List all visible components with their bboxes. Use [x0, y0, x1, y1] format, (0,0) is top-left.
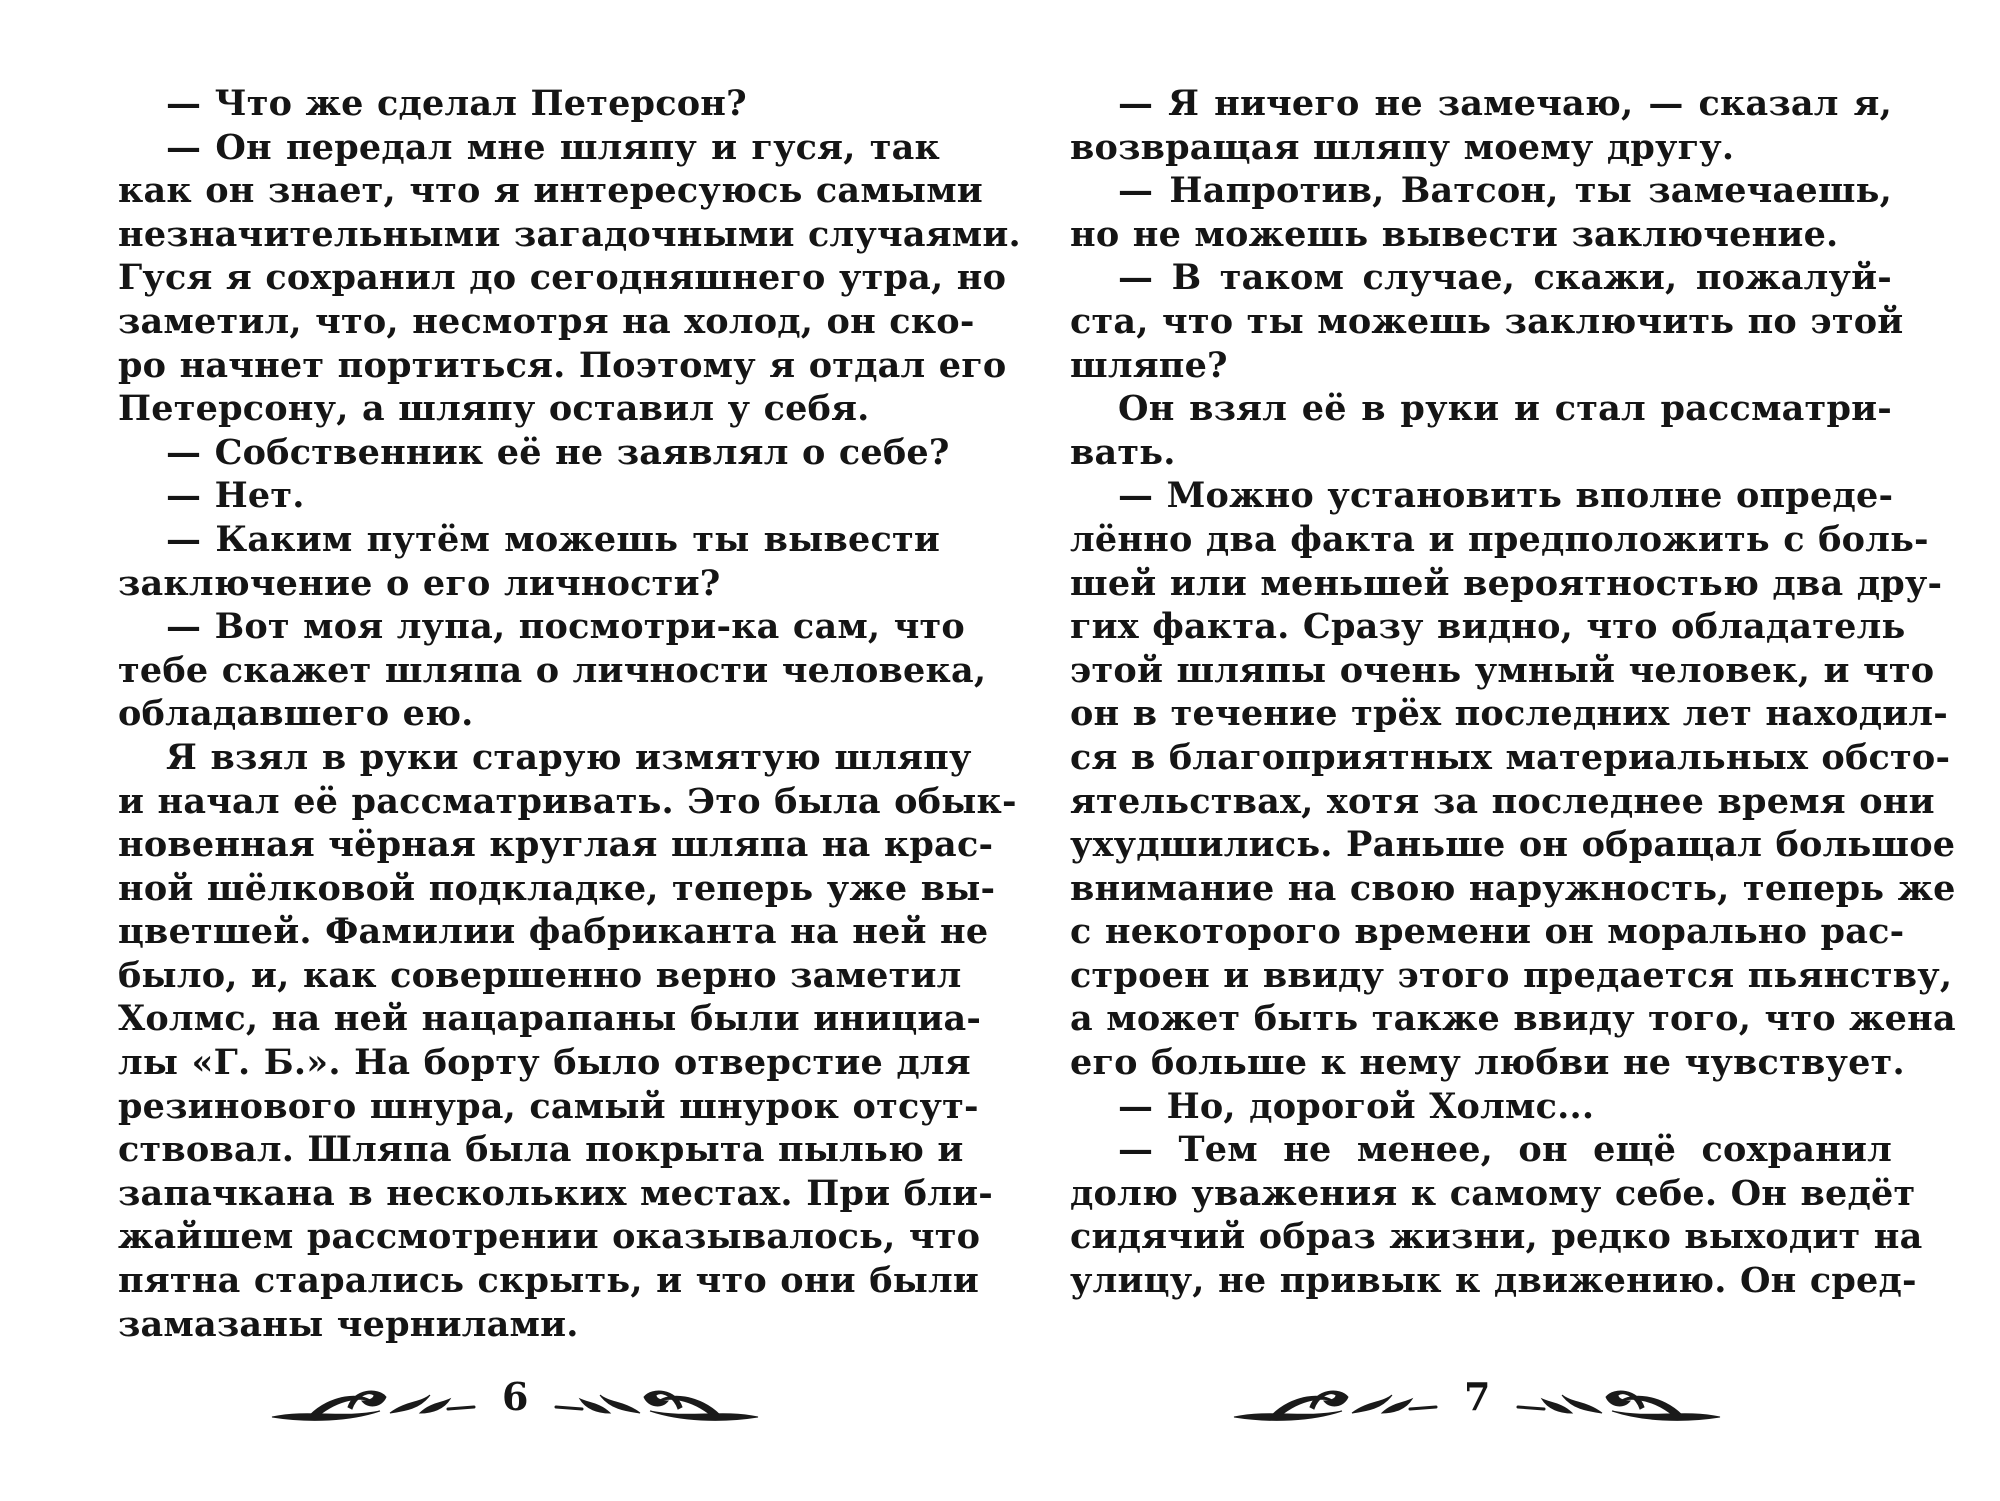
text-line: но не можешь вывести заключение. — [1070, 213, 1839, 255]
text-line: — В таком случае, скажи, пожалуй- — [1118, 257, 1892, 299]
text-line: — Я ничего не замечаю, — сказал я, — [1118, 83, 1892, 124]
text-line: ся в благоприятных материальных обсто- — [1070, 736, 1951, 778]
text-line: Петерсону, а шляпу оставил у себя. — [118, 388, 870, 430]
text-line: Холмс, на ней нацарапаны были инициа- — [118, 998, 982, 1040]
text-line: заметил, что, несмотря на холод, он ско- — [118, 300, 975, 342]
right-page — [1070, 82, 1956, 1303]
text-line: замазаны чернилами. — [118, 1303, 579, 1345]
text-line: цветшей. Фамилии фабриканта на ней не — [118, 911, 989, 953]
text-line: улицу, не привык к движению. Он сред- — [1070, 1260, 1917, 1302]
text-line: новенная чёрная круглая шляпа на крас- — [118, 824, 994, 866]
text-line: гих факта. Сразу видно, что обладатель — [1070, 606, 1906, 648]
text-line: пятна старались скрыть, и что они были — [118, 1260, 980, 1302]
left-page — [118, 82, 1021, 1346]
right-page-text — [1070, 82, 1956, 1303]
text-line: ятельствах, хотя за последнее время они — [1070, 780, 1935, 822]
text-line: — Нет. — [166, 475, 305, 517]
page-number-7: 7 — [1464, 1374, 1491, 1419]
flourish-left-icon — [270, 1373, 480, 1433]
text-line: а может быть также ввиду того, что жена — [1070, 998, 1956, 1040]
page-number-6: 6 — [502, 1374, 529, 1419]
text-line: возвращая шляпу моему другу. — [1070, 126, 1735, 168]
left-page-text — [118, 82, 1021, 1346]
text-line: Гуся я сохранил до сегодняшнего утра, но — [118, 257, 1007, 299]
text-line: Я взял в руки старую измятую шляпу — [166, 736, 972, 778]
text-line: с некоторого времени он морально рас- — [1070, 911, 1905, 953]
text-line: вать. — [1070, 431, 1176, 473]
text-line: долю уважения к самому себе. Он ведёт — [1070, 1172, 1916, 1214]
text-line: — Что же сделал Петерсон? — [166, 83, 747, 124]
text-line: резинового шнура, самый шнурок отсут- — [118, 1085, 979, 1127]
text-line: ро начнет портиться. Поэтому я отдал его — [118, 344, 1007, 386]
text-line: ста, что ты можешь заключить по этой — [1070, 300, 1904, 342]
text-line: этой шляпы очень умный человек, и что — [1070, 649, 1935, 691]
flourish-right-icon — [1512, 1373, 1722, 1433]
flourish-left-icon — [1232, 1373, 1442, 1433]
text-line: Он взял её в руки и стал рассматри- — [1118, 388, 1892, 430]
text-line: — Каким путём можешь ты вывести — [166, 518, 940, 560]
text-line: внимание на свою наружность, теперь же — [1070, 867, 1956, 909]
text-line: ной шёлковой подкладке, теперь уже вы- — [118, 867, 996, 909]
text-line: и начал её рассматривать. Это была обык- — [118, 780, 1017, 822]
text-line: жайшем рассмотрении оказывалось, что — [118, 1216, 981, 1258]
text-line: было, и, как совершенно верно заметил — [118, 954, 962, 996]
text-line: ухудшились. Раньше он обращал большое — [1070, 824, 1956, 866]
text-line: — Вот моя лупа, посмотри-ка сам, что — [166, 606, 965, 648]
text-line: — Он передал мне шляпу и гуся, так — [166, 126, 940, 168]
text-line: его больше к нему любви не чувствует. — [1070, 1042, 1905, 1084]
text-line: — Тем не менее, он ещё сохранил — [1118, 1129, 1892, 1171]
text-line: запачкана в нескольких местах. При бли- — [118, 1172, 993, 1214]
text-line: строен и ввиду этого предается пьянству, — [1070, 954, 1953, 996]
text-line: — Напротив, Ватсон, ты замечаешь, — [1118, 170, 1892, 212]
left-page-footer — [270, 1368, 760, 1438]
text-line: заключение о его личности? — [118, 562, 721, 604]
text-line: — Собственник её не заявлял о себе? — [166, 431, 950, 473]
text-line: — Можно установить вполне опреде- — [1118, 475, 1894, 517]
text-line: как он знает, что я интересуюсь самыми — [118, 170, 983, 212]
text-line: лённо два факта и предположить с боль- — [1070, 518, 1929, 560]
text-line: тебе скажет шляпа о личности человека, — [118, 649, 987, 691]
text-line: незначительными загадочными случаями. — [118, 213, 1021, 255]
text-line: лы «Г. Б.». На борту было отверстие для — [118, 1042, 971, 1084]
text-line: шей или меньшей вероятностью два дру- — [1070, 562, 1943, 604]
text-line: сидячий образ жизни, редко выходит на — [1070, 1216, 1923, 1258]
text-line: шляпе? — [1070, 344, 1228, 386]
text-line: он в течение трёх последних лет находил- — [1070, 693, 1948, 735]
text-line: — Но, дорогой Холмс... — [1118, 1085, 1595, 1127]
right-page-footer — [1232, 1368, 1722, 1438]
text-line: обладавшего ею. — [118, 693, 474, 735]
flourish-right-icon — [550, 1373, 760, 1433]
text-line: ствовал. Шляпа была покрыта пылью и — [118, 1129, 964, 1171]
